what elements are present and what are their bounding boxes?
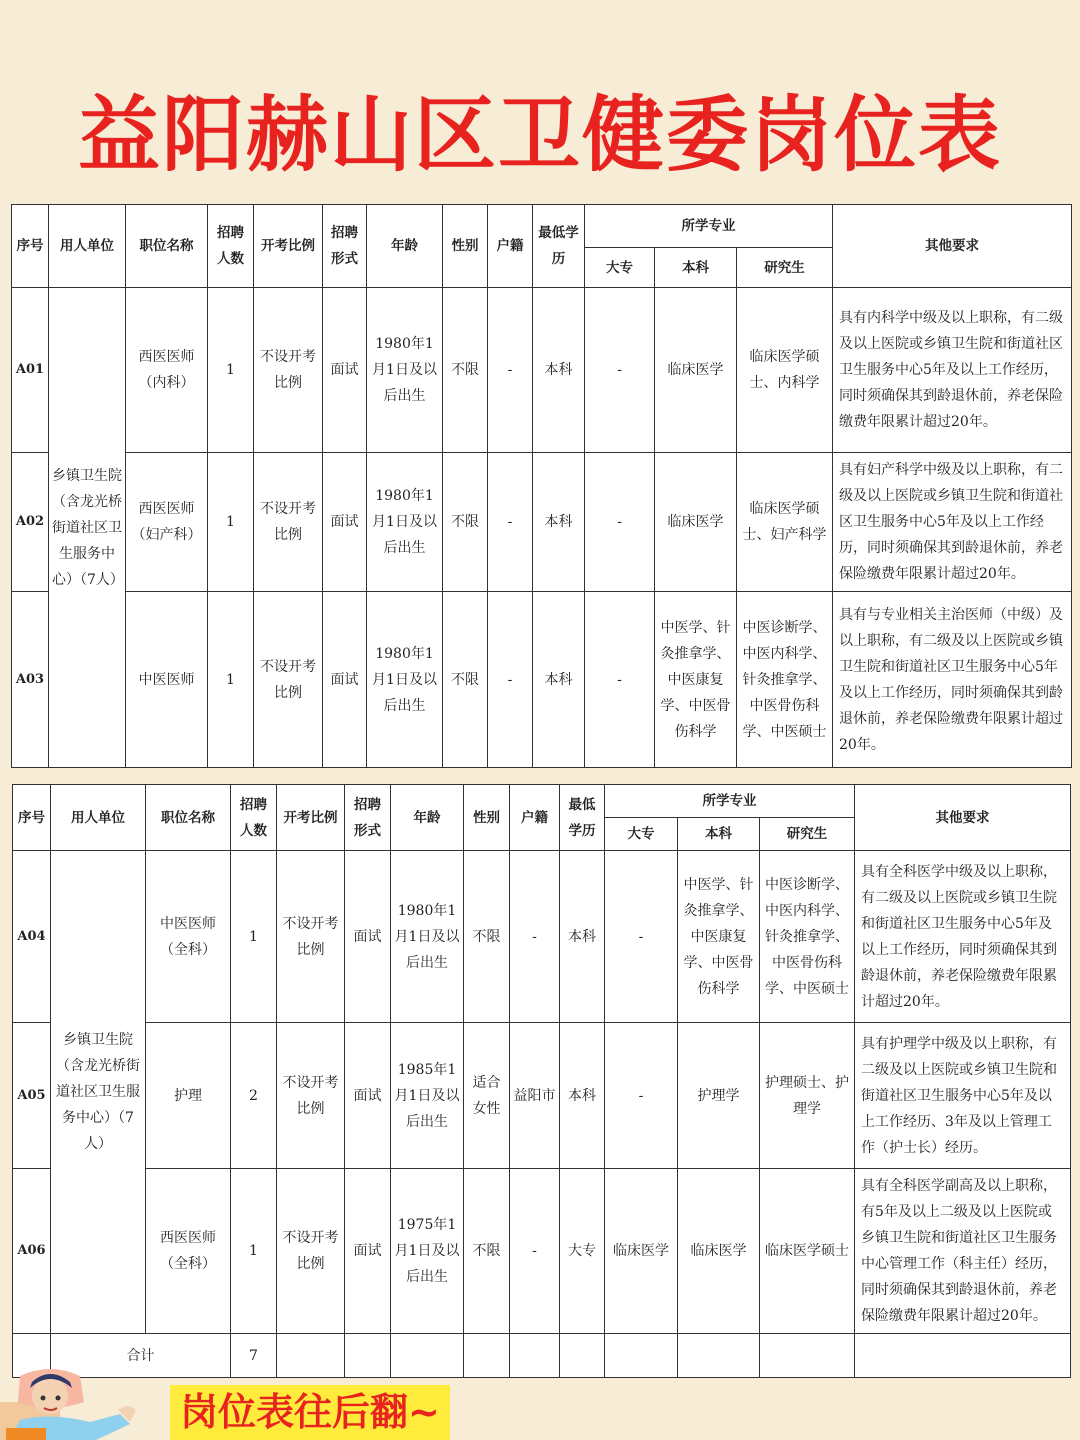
exam-ratio: 不设开考比例 <box>277 1169 345 1334</box>
mascot-illustration-icon <box>0 1362 150 1440</box>
header-ratio: 开考比例 <box>254 205 323 288</box>
major-junior: 临床医学 <box>605 1169 678 1334</box>
header-graduate: 研究生 <box>737 248 833 288</box>
header-unit: 用人单位 <box>51 785 146 851</box>
major-bachelor: 中医学、针灸推拿学、中医康复学、中医骨伤科学 <box>678 851 760 1023</box>
major-graduate: 护理硕士、护理学 <box>760 1023 855 1169</box>
row-code: A02 <box>12 453 49 592</box>
age-limit: 1985年1月1日及以后出生 <box>391 1023 464 1169</box>
hire-form: 面试 <box>345 851 391 1023</box>
header-education: 最低学历 <box>560 785 605 851</box>
hire-count: 1 <box>208 453 254 592</box>
table-row <box>12 288 1072 453</box>
table-row <box>12 453 1072 592</box>
major-bachelor: 护理学 <box>678 1023 760 1169</box>
major-graduate: 临床医学硕士 <box>760 1169 855 1334</box>
position-name: 西医医师（妇产科） <box>126 453 208 592</box>
age-limit: 1980年1月1日及以后出生 <box>391 851 464 1023</box>
position-name: 护理 <box>146 1023 231 1169</box>
education: 本科 <box>533 453 585 592</box>
employer-unit: 乡镇卫生院（含龙光桥街道社区卫生服务中心）（7人） <box>51 851 146 1334</box>
hire-count: 1 <box>231 851 277 1023</box>
hire-count: 1 <box>208 592 254 768</box>
header-major: 所学专业 <box>585 205 833 248</box>
header-ratio: 开考比例 <box>277 785 345 851</box>
hire-form: 面试 <box>345 1169 391 1334</box>
hire-count: 1 <box>208 288 254 453</box>
major-bachelor: 中医学、针灸推拿学、中医康复学、中医骨伤科学 <box>655 592 737 768</box>
hire-form: 面试 <box>323 288 367 453</box>
age-limit: 1980年1月1日及以后出生 <box>367 453 443 592</box>
gender: 不限 <box>464 1169 510 1334</box>
header-junior: 大专 <box>605 818 678 851</box>
other-requirements: 具有全科医学副高及以上职称，有5年及以上二级及以上医院或乡镇卫生院和街道社区卫生服务中心管理工作（科主任）经历，同时须确保其到龄退休前，养老保险缴费年限累计超过20年。 <box>855 1169 1071 1334</box>
hire-form: 面试 <box>323 592 367 768</box>
other-requirements: 具有妇产科学中级及以上职称，有二级及以上医院或乡镇卫生院和街道社区卫生服务中心5年及以上工作经历，同时须确保其到龄退休前，养老保险缴费年限累计超过20年。 <box>833 453 1072 592</box>
header-other: 其他要求 <box>855 785 1071 851</box>
major-bachelor: 临床医学 <box>655 288 737 453</box>
row-code: A05 <box>13 1023 51 1169</box>
header-bachelor: 本科 <box>678 818 760 851</box>
gender: 不限 <box>443 288 488 453</box>
header-hukou: 户籍 <box>488 205 533 288</box>
major-junior: - <box>585 592 655 768</box>
major-junior: - <box>605 1023 678 1169</box>
table-row <box>12 592 1072 768</box>
header-count: 招聘人数 <box>231 785 277 851</box>
exam-ratio: 不设开考比例 <box>277 851 345 1023</box>
major-graduate: 中医诊断学、中医内科学、针灸推拿学、中医骨伤科学、中医硕士 <box>737 592 833 768</box>
header-seq: 序号 <box>12 205 49 288</box>
total-row <box>13 1334 1071 1378</box>
exam-ratio: 不设开考比例 <box>277 1023 345 1169</box>
exam-ratio: 不设开考比例 <box>254 453 323 592</box>
hukou: - <box>488 288 533 453</box>
header-major: 所学专业 <box>605 785 855 818</box>
header-gender: 性别 <box>464 785 510 851</box>
major-junior: - <box>605 851 678 1023</box>
major-junior: - <box>585 288 655 453</box>
major-graduate: 临床医学硕士、内科学 <box>737 288 833 453</box>
header-count: 招聘人数 <box>208 205 254 288</box>
position-name: 西医医师（全科） <box>146 1169 231 1334</box>
other-requirements: 具有护理学中级及以上职称，有二级及以上医院或乡镇卫生院和街道社区卫生服务中心5年及以上工作经历、3年及以上管理工作（护士长）经历。 <box>855 1023 1071 1169</box>
position-name: 中医医师 <box>126 592 208 768</box>
job-table-2 <box>12 784 1071 1378</box>
exam-ratio: 不设开考比例 <box>254 288 323 453</box>
header-bachelor: 本科 <box>655 248 737 288</box>
hukou: 益阳市 <box>510 1023 560 1169</box>
gender: 不限 <box>443 592 488 768</box>
header-age: 年龄 <box>367 205 443 288</box>
hukou: - <box>510 851 560 1023</box>
gender: 不限 <box>464 851 510 1023</box>
row-code: A04 <box>13 851 51 1023</box>
header-other: 其他要求 <box>833 205 1072 288</box>
hukou: - <box>510 1169 560 1334</box>
header-position: 职位名称 <box>126 205 208 288</box>
table-row <box>13 1169 1071 1334</box>
hire-count: 1 <box>231 1169 277 1334</box>
major-graduate: 临床医学硕士、妇产科学 <box>737 453 833 592</box>
position-name: 中医医师（全科） <box>146 851 231 1023</box>
age-limit: 1975年1月1日及以后出生 <box>391 1169 464 1334</box>
education: 本科 <box>533 288 585 453</box>
header-hukou: 户籍 <box>510 785 560 851</box>
page-title: 益阳赫山区卫健委岗位表 <box>77 88 1002 183</box>
header-unit: 用人单位 <box>49 205 126 288</box>
row-code: A01 <box>12 288 49 453</box>
row-code: A03 <box>12 592 49 768</box>
hire-form: 面试 <box>323 453 367 592</box>
age-limit: 1980年1月1日及以后出生 <box>367 288 443 453</box>
footer-banner: 岗位表往后翻~ <box>170 1385 450 1440</box>
other-requirements: 具有全科医学中级及以上职称，有二级及以上医院或乡镇卫生院和街道社区卫生服务中心5年及以上工作经历，同时须确保其到龄退休前，养老保险缴费年限累计超过20年。 <box>855 851 1071 1023</box>
header-education: 最低学历 <box>533 205 585 288</box>
hire-count: 2 <box>231 1023 277 1169</box>
job-table-1 <box>11 204 1072 768</box>
header-seq: 序号 <box>13 785 51 851</box>
header-position: 职位名称 <box>146 785 231 851</box>
education: 本科 <box>533 592 585 768</box>
row-code: A06 <box>13 1169 51 1334</box>
employer-unit: 乡镇卫生院（含龙光桥街道社区卫生服务中心）（7人） <box>49 288 126 768</box>
major-junior: - <box>585 453 655 592</box>
hukou: - <box>488 453 533 592</box>
header-graduate: 研究生 <box>760 818 855 851</box>
total-label: 合计 <box>51 1334 231 1378</box>
major-bachelor: 临床医学 <box>655 453 737 592</box>
education: 大专 <box>560 1169 605 1334</box>
table-row <box>13 1023 1071 1169</box>
other-requirements: 具有与专业相关主治医师（中级）及以上职称，有二级及以上医院或乡镇卫生院和街道社区卫生服务中心5年及以上工作经历，同时须确保其到龄退休前，养老保险缴费年限累计超过20年。 <box>833 592 1072 768</box>
table-row <box>13 851 1071 1023</box>
major-graduate: 中医诊断学、中医内科学、针灸推拿学、中医骨伤科学、中医硕士 <box>760 851 855 1023</box>
gender: 不限 <box>443 453 488 592</box>
hukou: - <box>488 592 533 768</box>
exam-ratio: 不设开考比例 <box>254 592 323 768</box>
header-gender: 性别 <box>443 205 488 288</box>
header-form: 招聘形式 <box>323 205 367 288</box>
header-junior: 大专 <box>585 248 655 288</box>
gender: 适合女性 <box>464 1023 510 1169</box>
education: 本科 <box>560 1023 605 1169</box>
header-age: 年龄 <box>391 785 464 851</box>
other-requirements: 具有内科学中级及以上职称，有二级及以上医院或乡镇卫生院和街道社区卫生服务中心5年及以上工作经历，同时须确保其到龄退休前，养老保险缴费年限累计超过20年。 <box>833 288 1072 453</box>
hire-form: 面试 <box>345 1023 391 1169</box>
header-form: 招聘形式 <box>345 785 391 851</box>
position-name: 西医医师（内科） <box>126 288 208 453</box>
age-limit: 1980年1月1日及以后出生 <box>367 592 443 768</box>
major-bachelor: 临床医学 <box>678 1169 760 1334</box>
education: 本科 <box>560 851 605 1023</box>
total-value: 7 <box>231 1334 277 1378</box>
